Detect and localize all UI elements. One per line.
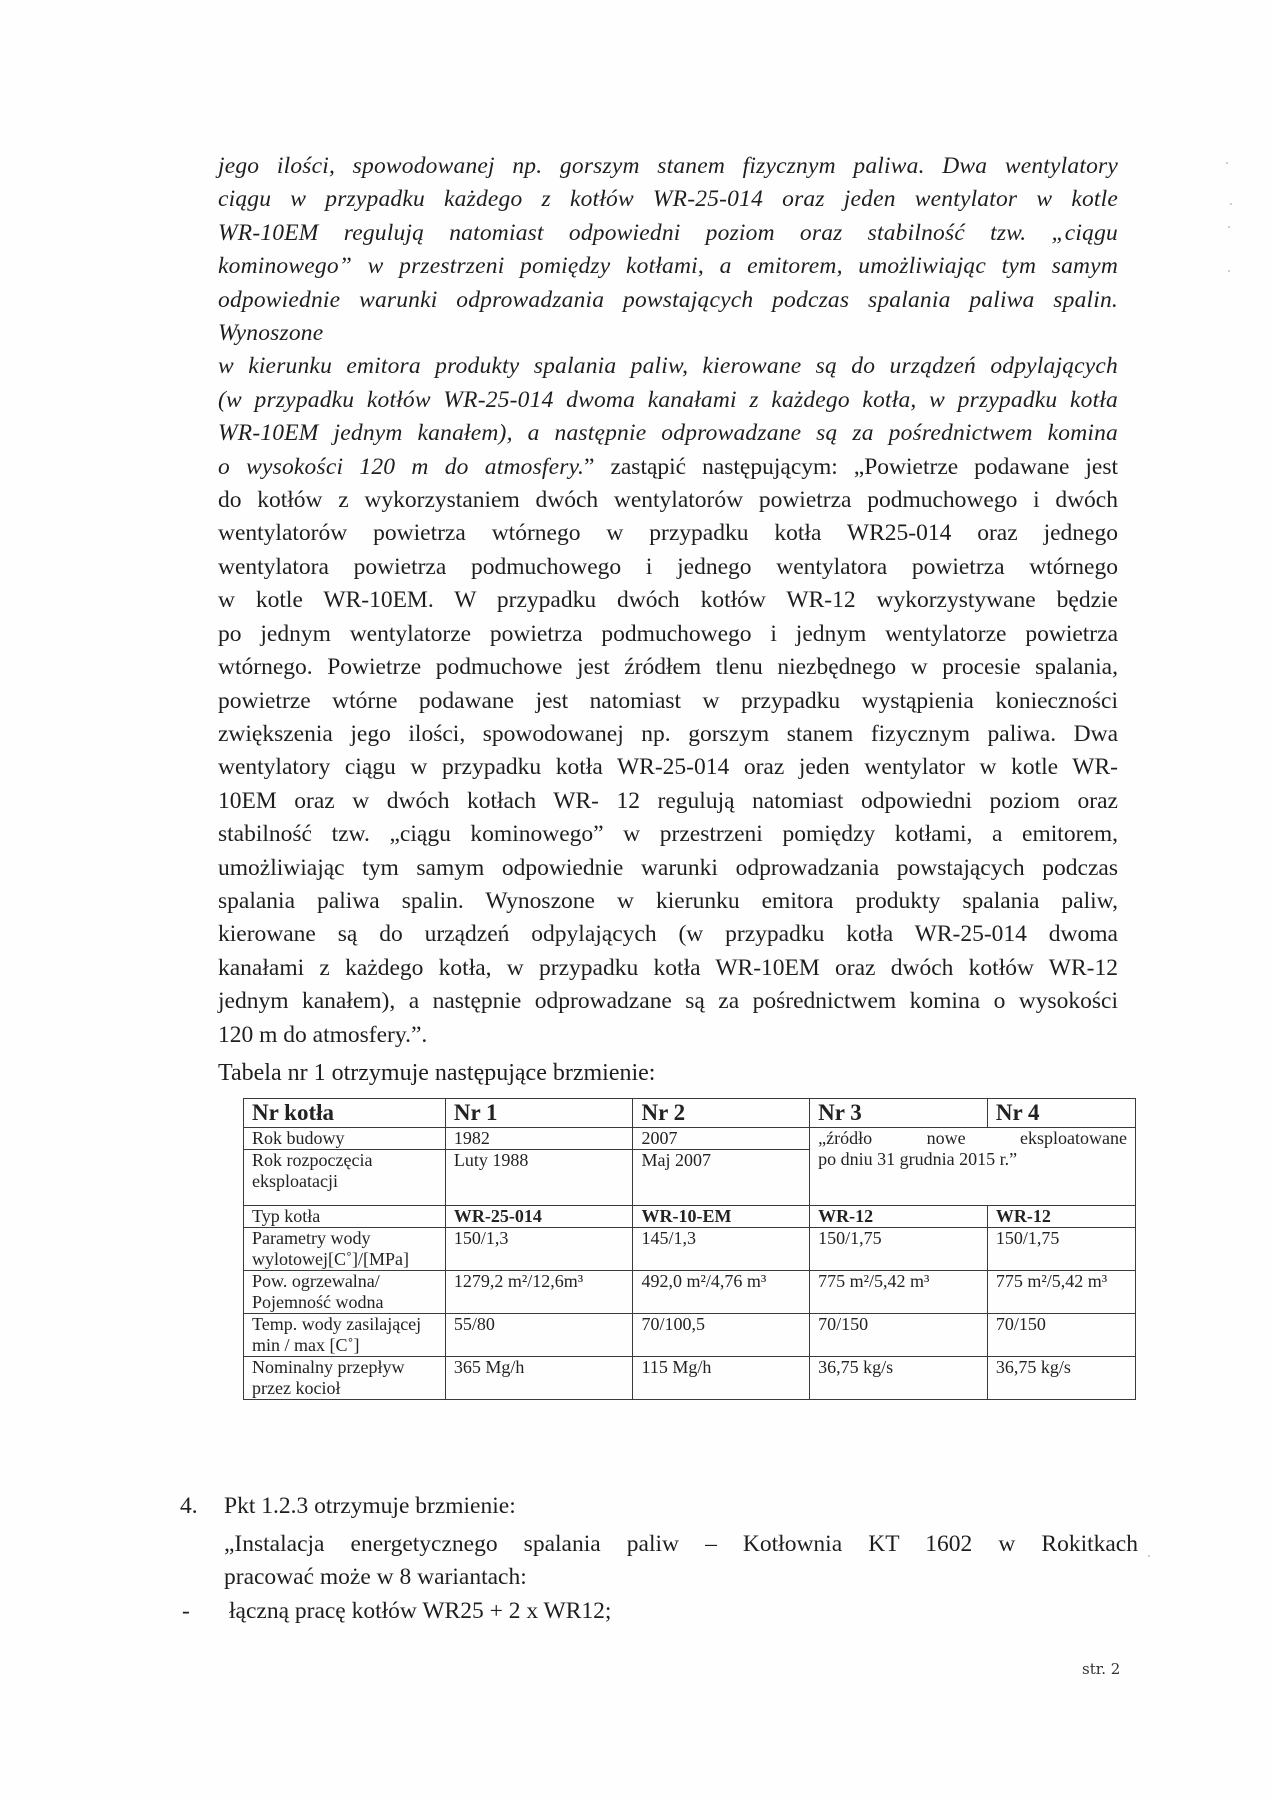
italic-fragment: o wysokości 120 m do atmosfery. [218, 453, 585, 480]
column-header: Nr 3 [810, 1099, 988, 1128]
row-label: Pow. ogrzewalna/ Pojemność wodna [244, 1271, 446, 1314]
table-row [244, 1314, 1136, 1357]
scan-artifact [1228, 226, 1230, 228]
table-cell: 2007 [633, 1128, 810, 1150]
table-row [244, 1206, 1136, 1228]
column-header: Nr 4 [987, 1099, 1135, 1128]
text-line: kanałami z każdego kotła, w przypadku kotła WR-10EM oraz dwóch kotłów WR-12 [218, 954, 1118, 981]
text-line: kierowane są do urządzeń odpylających (w przypadku kotła WR-25-014 dwoma [218, 921, 1118, 948]
table-cell: WR-12 [810, 1206, 988, 1228]
row-label: Temp. wody zasilającej min / max [C˚] [244, 1314, 446, 1357]
section-heading: Pkt 1.2.3 otrzymuje brzmienie: [224, 1493, 516, 1519]
list-number: 4. [180, 1493, 198, 1519]
table-row [244, 1128, 1136, 1150]
table-cell: 492,0 m²/4,76 m³ [633, 1271, 810, 1314]
table-row [244, 1357, 1136, 1400]
text-line: zwiększenia jego ilości, spowodowanej np. gorszym stanem fizycznym paliwa. Dwa [218, 720, 1118, 747]
table-cell: 70/100,5 [633, 1314, 810, 1357]
quote-line: „Instalacja energetycznego spalania paliw – Kotłownia KT 1602 w Rokitkach [224, 1531, 1138, 1557]
table-cell: 775 m²/5,42 m³ [810, 1271, 988, 1314]
scan-artifact [1230, 203, 1232, 205]
text-line: do kotłów z wykorzystaniem dwóch wentylatorów powietrza podmuchowego i dwóch [218, 487, 1118, 514]
table-cell: 1982 [445, 1128, 633, 1150]
table-cell: 1279,2 m²/12,6m³ [445, 1271, 633, 1314]
scan-artifact [1226, 162, 1228, 164]
column-header: Nr 1 [445, 1099, 633, 1128]
note-line: „źródło nowe eksploatowane [818, 1128, 1127, 1148]
text-line: kominowego” w przestrzeni pomiędzy kotłami, a emitorem, umożliwiając tym samym [218, 253, 1118, 280]
table-cell: 145/1,3 [633, 1228, 810, 1271]
text-line: wentylatorów powietrza wtórnego w przypadku kotła WR25-014 oraz jednego [218, 520, 1118, 547]
column-header: Nr kotła [244, 1099, 446, 1128]
note-line: po dniu 31 grudnia 2015 r.” [818, 1149, 1018, 1169]
text-line: wtórnego. Powietrze podmuchowe jest źródłem tlenu niezbędnego w procesie spalania, [218, 654, 1118, 681]
table-cell: WR-10-EM [633, 1206, 810, 1228]
table-cell: 365 Mg/h [445, 1357, 633, 1400]
row-label: Typ kotła [244, 1206, 446, 1228]
scan-artifact [1228, 270, 1230, 272]
row-label: Nominalny przepływ przez kocioł [244, 1357, 446, 1400]
page-number: str. 2 [1082, 1660, 1121, 1678]
table-row [244, 1271, 1136, 1314]
table-cell: WR-12 [987, 1206, 1135, 1228]
text-line: 120 m do atmosfery.”. [218, 1021, 428, 1048]
table-cell: 55/80 [445, 1314, 633, 1357]
text-line: spalania paliwa spalin. Wynoszone w kierunku emitora produkty spalania paliw, [218, 887, 1118, 914]
table-cell: Maj 2007 [633, 1150, 810, 1206]
quote-line: pracować może w 8 wariantach: [224, 1564, 527, 1590]
boiler-parameters-table [243, 1098, 1136, 1400]
text-line: odpowiednie warunki odprowadzania powstających podczas spalania paliwa spalin. [218, 286, 1118, 313]
row-label: Rok budowy [244, 1128, 446, 1150]
table-cell: 70/150 [810, 1314, 988, 1357]
table-cell: Luty 1988 [445, 1150, 633, 1206]
text-line: wentylatory ciągu w przypadku kotła WR-25-014 oraz jeden wentylator w kotle WR- [218, 754, 1118, 781]
table-cell: 36,75 kg/s [987, 1357, 1135, 1400]
text-line: powietrze wtórne podawane jest natomiast w przypadku wystąpienia konieczności [218, 687, 1118, 714]
regular-fragment: ” zastąpić następującym: „Powietrze podawane jest [584, 453, 1118, 480]
text-line: stabilność tzw. „ciągu kominowego” w przestrzeni pomiędzy kotłami, a emitorem, [218, 821, 1118, 848]
text-line: ciągu w przypadku każdego z kotłów WR-25-014 oraz jeden wentylator w kotle [218, 186, 1118, 213]
column-header: Nr 2 [633, 1099, 810, 1128]
text-line: jednym kanałem), a następnie odprowadzane są za pośrednictwem komina o wysokości [218, 988, 1118, 1015]
text-line: WR-10EM regulują natomiast odpowiedni poziom oraz stabilność tzw. „ciągu [218, 219, 1118, 246]
text-line: 10EM oraz w dwóch kotłach WR- 12 regulują natomiast odpowiedni poziom oraz [218, 787, 1118, 814]
table-row [244, 1228, 1136, 1271]
table-cell: 70/150 [987, 1314, 1135, 1357]
bullet-dash: - [182, 1598, 190, 1624]
text-line: WR-10EM jednym kanałem), a następnie odprowadzane są za pośrednictwem komina [218, 420, 1118, 447]
table-cell: 36,75 kg/s [810, 1357, 988, 1400]
table-cell: WR-25-014 [445, 1206, 633, 1228]
text-line: po jednym wentylatorze powietrza podmuchowego i jednym wentylatorze powietrza [218, 620, 1118, 647]
text-line: (w przypadku kotłów WR-25-014 dwoma kanałami z każdego kotła, w przypadku kotła [218, 386, 1118, 413]
mixed-style-line [218, 451, 1118, 484]
row-label: Parametry wody wylotowej[C˚]/[MPa] [244, 1228, 446, 1271]
text-line: umożliwiając tym samym odpowiednie warunki odprowadzania powstających podczas [218, 854, 1118, 881]
table-cell: 150/1,3 [445, 1228, 633, 1271]
text-line: wentylatora powietrza podmuchowego i jednego wentylatora powietrza wtórnego [218, 553, 1118, 580]
table-cell: 150/1,75 [810, 1228, 988, 1271]
scan-artifact [1148, 1555, 1150, 1557]
table-cell: 115 Mg/h [633, 1357, 810, 1400]
text-line: w kierunku emitora produkty spalania paliw, kierowane są do urządzeń odpylających [218, 353, 1118, 380]
table-cell: 775 m²/5,42 m³ [987, 1271, 1135, 1314]
table-header-row [244, 1099, 1136, 1128]
text-line: jego ilości, spowodowanej np. gorszym stanem fizycznym paliwa. Dwa wentylatory [218, 153, 1118, 179]
merged-note-cell [810, 1128, 1136, 1206]
row-label: Rok rozpoczęcia eksploatacji [244, 1150, 446, 1206]
text-line: w kotle WR-10EM. W przypadku dwóch kotłów WR-12 wykorzystywane będzie [218, 587, 1118, 614]
table-cell: 150/1,75 [987, 1228, 1135, 1271]
intro-italic-paragraph [218, 150, 1118, 1052]
table-caption: Tabela nr 1 otrzymuje następujące brzmienie: [218, 1060, 656, 1086]
text-line: Wynoszone [218, 320, 324, 347]
bullet-item: łączną pracę kotłów WR25 + 2 x WR12; [229, 1598, 612, 1624]
